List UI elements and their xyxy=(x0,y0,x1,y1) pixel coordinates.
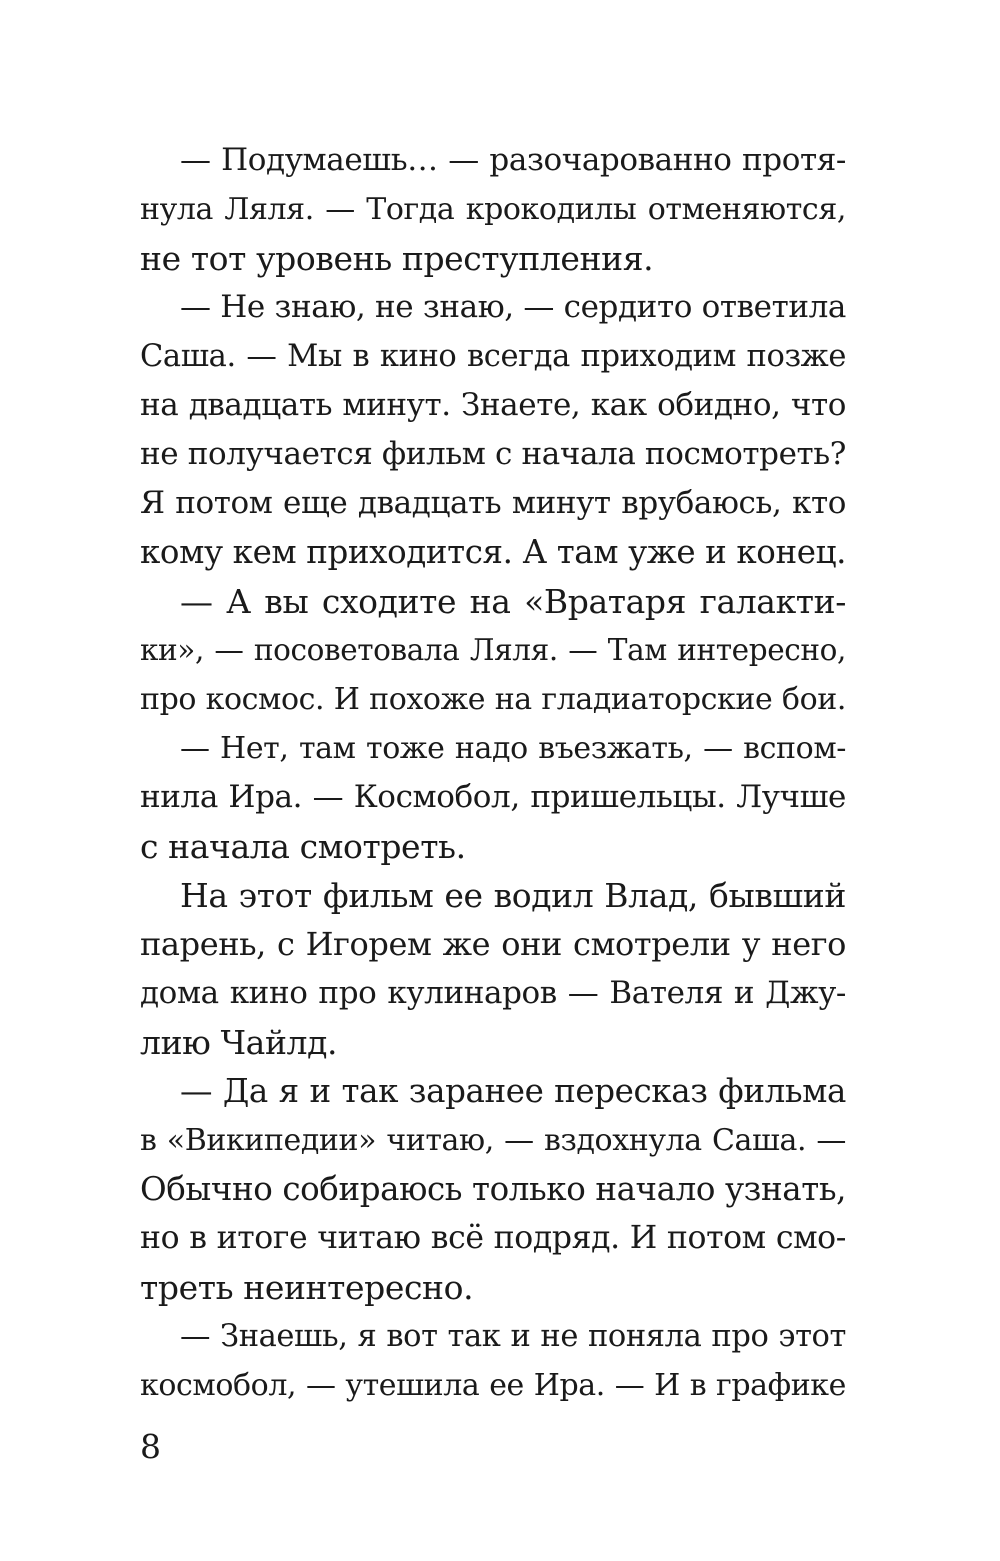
text-line: ки», — посоветовала Ляля. — Там интересно, xyxy=(140,633,846,667)
text-line: в «Википедии» читаю, — вздохнула Саша. — xyxy=(140,1123,846,1158)
text-line: дома кино про кулинаров — Вателя и Джу- xyxy=(140,975,846,1011)
text-line: — Не знаю, не знаю, — сердито ответила xyxy=(180,289,846,325)
book-page-text xyxy=(140,136,846,1410)
paragraph xyxy=(140,577,846,724)
text-line: Обычно собираюсь только начало узнать, xyxy=(140,1170,847,1208)
text-line: — А вы сходите на «Вратаря галакти- xyxy=(180,582,846,621)
text-line: но в итоге читаю всё подряд. И потом смо- xyxy=(140,1220,846,1256)
paragraph xyxy=(140,724,846,871)
paragraph xyxy=(140,136,846,283)
text-line: треть неинтересно. xyxy=(140,1268,474,1307)
text-line: не получается фильм с начала посмотреть? xyxy=(140,436,846,472)
text-line: нила Ира. — Космобол, пришельцы. Лучше xyxy=(140,779,846,815)
text-line: лию Чайлд. xyxy=(140,1023,338,1062)
page-number: 8 xyxy=(140,1427,161,1466)
text-line: — Да я и так заранее пересказ фильма xyxy=(180,1072,846,1110)
text-line: кому кем приходится. А там уже и конец. xyxy=(140,533,846,571)
paragraph xyxy=(140,283,846,577)
text-line: про космос. И похоже на гладиаторские бои. xyxy=(140,682,846,717)
text-line: — Подумаешь… — разочарованно протя- xyxy=(180,142,846,178)
text-line: парень, с Игорем же они смотрели у него xyxy=(140,925,846,963)
text-line: с начала смотреть. xyxy=(140,827,466,866)
text-line: не тот уровень преступления. xyxy=(140,239,654,278)
text-line: нула Ляля. — Тогда крокодилы отменяются, xyxy=(140,192,846,227)
text-line: — Нет, там тоже надо въезжать, — вспом- xyxy=(180,731,846,766)
text-line: космобол, — утешила ее Ира. — И в графике xyxy=(140,1368,846,1403)
paragraph xyxy=(140,1067,846,1312)
text-line: Саша. — Мы в кино всегда приходим позже xyxy=(140,339,846,374)
text-line: Я потом еще двадцать минут врубаюсь, кто xyxy=(140,485,846,521)
paragraph xyxy=(140,871,846,1067)
text-line: — Знаешь, я вот так и не поняла про этот xyxy=(180,1319,846,1354)
text-line: на двадцать минут. Знаете, как обидно, что xyxy=(140,387,846,423)
paragraph xyxy=(140,1312,846,1410)
text-line: На этот фильм ее водил Влад, бывший xyxy=(180,876,846,915)
